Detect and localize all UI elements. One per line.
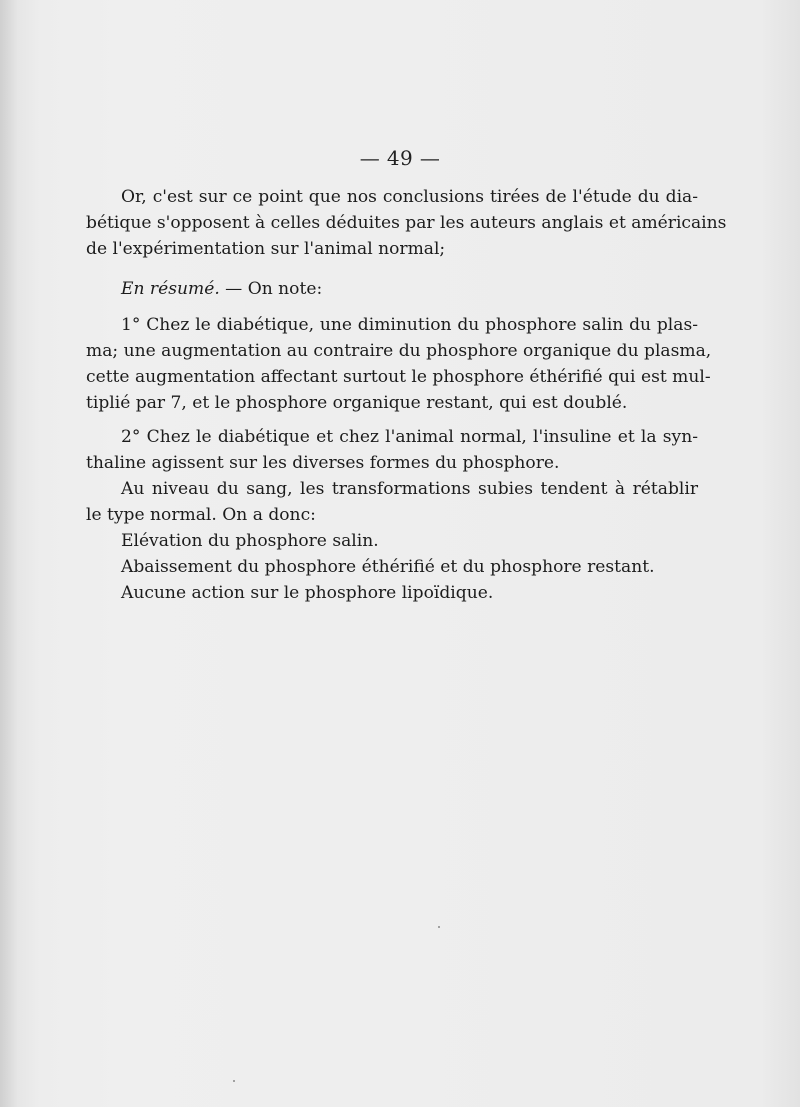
paper-speck — [438, 926, 440, 928]
resume-heading — [86, 276, 698, 302]
paragraph-line: 1° Chez le diabétique, une diminution du phosphore salin du plas- — [121, 315, 698, 335]
page-number: — 49 — — [359, 146, 441, 170]
resume-rest: — On note: — [219, 279, 323, 299]
effect-item: Abaissement du phosphore éthérifié et du phosphore restant. — [121, 557, 655, 577]
paper-speck — [233, 1080, 235, 1082]
effects-list — [86, 528, 698, 606]
resume-label: En résumé. — [121, 279, 220, 299]
paragraph-point-2 — [86, 424, 698, 476]
paragraph-line: de l'expérimentation sur l'animal normal; — [86, 239, 446, 259]
paragraph-point-1 — [86, 312, 712, 416]
body-text — [86, 184, 727, 606]
paragraph-line: ma; une augmentation au contraire du phosphore organique du plasma, — [86, 341, 712, 361]
paragraph-sang — [86, 476, 698, 528]
effect-item: Elévation du phosphore salin. — [121, 531, 379, 551]
paragraph-conclusions — [86, 184, 727, 262]
paragraph-line: le type normal. On a donc: — [86, 505, 316, 525]
paragraph-line: Or, c'est sur ce point que nos conclusions tirées de l'étude du dia- — [121, 187, 698, 207]
paragraph-line: cette augmentation affectant surtout le phosphore éthérifié qui est mul- — [86, 367, 711, 387]
paragraph-line: 2° Chez le diabétique et chez l'animal normal, l'insuline et la syn- — [121, 427, 698, 447]
paragraph-line: thaline agissent sur les diverses formes du phosphore. — [86, 453, 560, 473]
paragraph-line: bétique s'opposent à celles déduites par les auteurs anglais et américains — [86, 213, 727, 233]
paragraph-line: tiplié par 7, et le phosphore organique restant, qui est doublé. — [86, 393, 628, 413]
effect-item: Aucune action sur le phosphore lipoïdique. — [121, 583, 494, 603]
paragraph-line: Au niveau du sang, les transformations subies tendent à rétablir — [121, 479, 698, 499]
